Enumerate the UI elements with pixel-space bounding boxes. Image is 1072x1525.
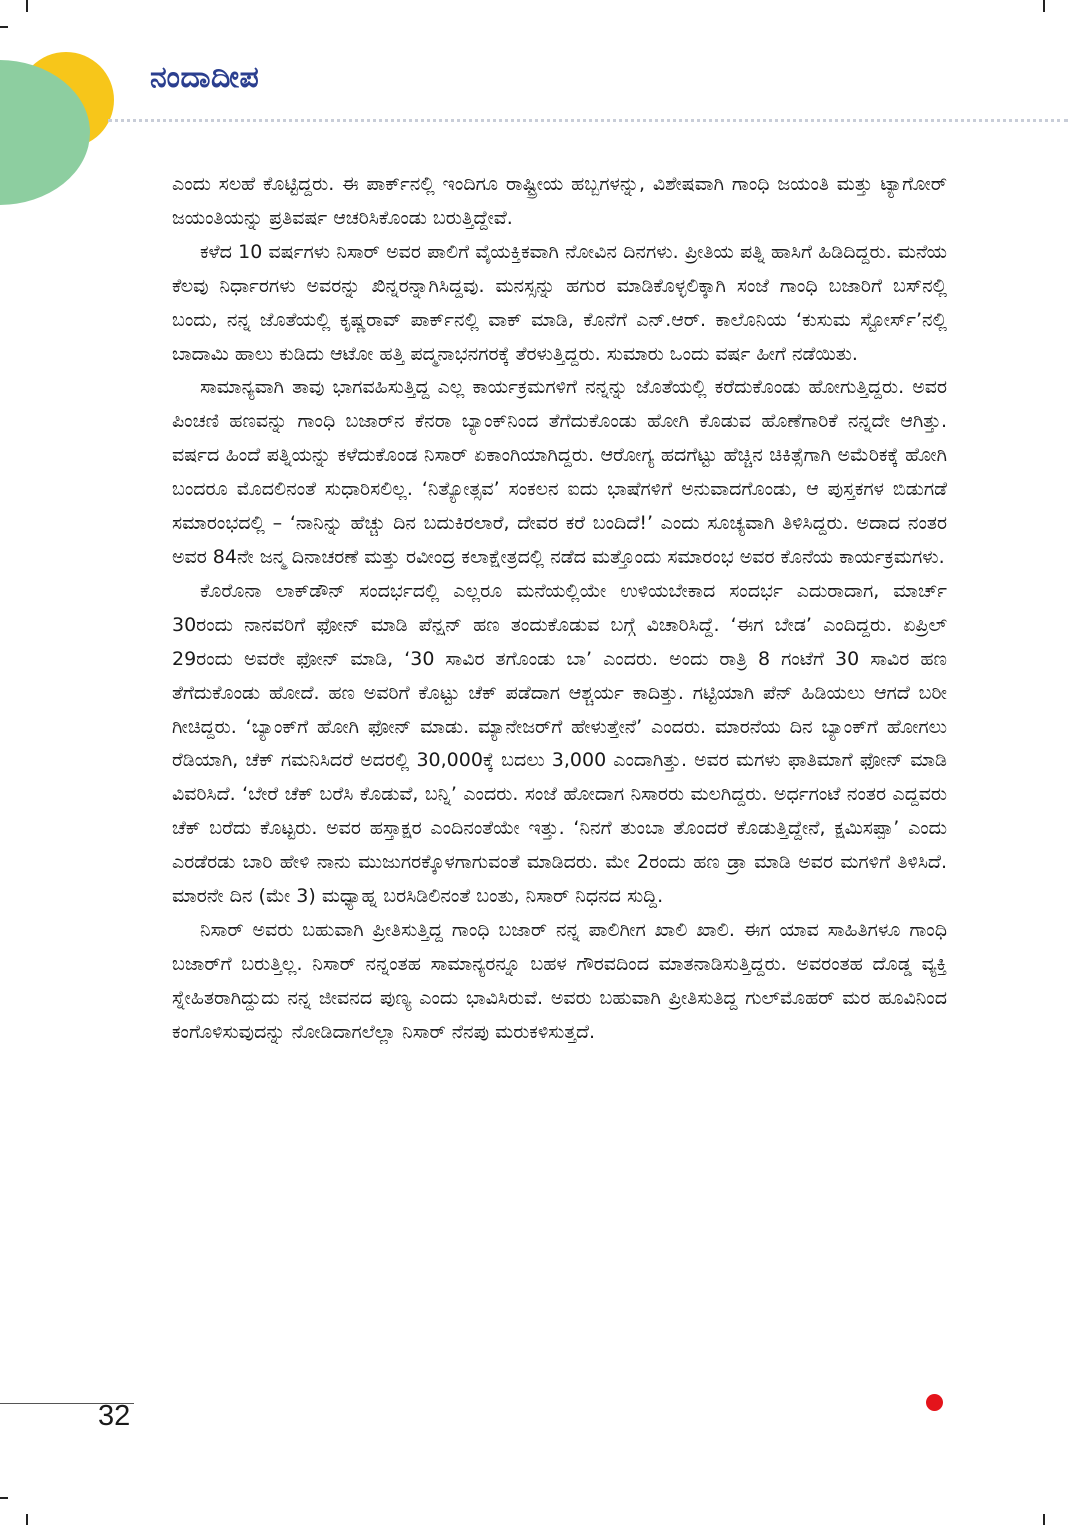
crop-mark-bottom-left-vertical bbox=[26, 1514, 28, 1525]
crop-mark-top-left bbox=[26, 0, 28, 12]
paragraph-2: ಕಳೆದ 10 ವರ್ಷಗಳು ನಿಸಾರ್ ಅವರ ಪಾಲಿಗೆ ವೈಯಕ್ತಿಕವಾಗಿ ನೋವಿನ ದಿನಗಳು. ಪ್ರೀತಿಯ ಪತ್ನಿ ಹಾಸಿಗೆ ಹಿಡಿದಿದ್ದರು. ಮನೆಯ ಕೆಲವು ನಿರ್ಧಾರಗಳು ಅವರನ್ನು ಖಿನ್ನರನ್ನಾಗಿಸಿದ್ದವು. ಮನಸ್ಸನ್ನು ಹಗುರ ಮಾಡಿಕೊಳ್ಳಲಿಕ್ಕಾಗಿ ಸಂಜೆ ಗಾಂಧಿ ಬಜಾರಿಗೆ ಬಸ್‌ನಲ್ಲಿ ಬಂದು, ನನ್ನ ಜೊತೆಯಲ್ಲಿ ಕೃಷ್ಣರಾವ್ ಪಾರ್ಕ್‌ನಲ್ಲಿ ವಾಕ್ ಮಾಡಿ, ಕೊನೆಗೆ ಎನ್.ಆರ್. ಕಾಲೊನಿಯ ‘ಕುಸುಮ ಸ್ಟೋರ್ಸ್’ನಲ್ಲಿ ಬಾದಾಮಿ ಹಾಲು ಕುಡಿದು ಆಟೋ ಹತ್ತಿ ಪದ್ಮನಾಭನಗರಕ್ಕೆ ತೆರಳುತ್ತಿದ್ದರು. ಸುಮಾರು ಒಂದು ವರ್ಷ ಹೀಗೆ ನಡೆಯಿತು. bbox=[172, 240, 947, 365]
paragraph-5: ನಿಸಾರ್ ಅವರು ಬಹುವಾಗಿ ಪ್ರೀತಿಸುತ್ತಿದ್ದ ಗಾಂಧಿ ಬಜಾರ್ ನನ್ನ ಪಾಲಿಗೀಗ ಖಾಲಿ ಖಾಲಿ. ಈಗ ಯಾವ ಸಾಹಿತಿಗಳೂ ಗಾಂಧಿ ಬಜಾರ್‌ಗೆ ಬರುತ್ತಿಲ್ಲ. ನಿಸಾರ್ ನನ್ನಂತಹ ಸಾಮಾನ್ಯರನ್ನೂ ಬಹಳ ಗೌರವದಿಂದ ಮಾತನಾಡಿಸುತ್ತಿದ್ದರು. ಅವರಂತಹ ದೊಡ್ಡ ವ್ಯಕ್ತಿ ಸ್ನೇಹಿತರಾಗಿದ್ದುದು ನನ್ನ ಜೀವನದ ಪುಣ್ಯ ಎಂದು ಭಾವಿಸಿರುವೆ. ಅವರು ಬಹುವಾಗಿ ಪ್ರೀತಿಸುತಿದ್ದ ಗುಲ್‌ಮೊಹರ್ ಮರ ಹೂವಿನಿಂದ ಕಂಗೊಳಿಸುವುದನ್ನು ನೋಡಿದಾಗಲೆಲ್ಲಾ ನಿಸಾರ್ ನೆನಪು ಮರುಕಳಿಸುತ್ತದೆ. bbox=[172, 918, 947, 1043]
article-body bbox=[172, 168, 947, 1050]
paragraph-1: ಎಂದು ಸಲಹೆ ಕೊಟ್ಟಿದ್ದರು. ಈ ಪಾರ್ಕ್‌ನಲ್ಲಿ ಇಂದಿಗೂ ರಾಷ್ಟ್ರೀಯ ಹಬ್ಬಗಳನ್ನು, ವಿಶೇಷವಾಗಿ ಗಾಂಧಿ ಜಯಂತಿ ಮತ್ತು ಟ್ಯಾಗೋರ್ ಜಯಂತಿಯನ್ನು ಪ್ರತಿವರ್ಷ ಆಚರಿಸಿಕೊಂಡು ಬರುತ್ತಿದ್ದೇವೆ. bbox=[172, 173, 947, 229]
magazine-title: ನಂದಾದೀಪ bbox=[150, 60, 260, 95]
crop-mark-bottom-left bbox=[0, 1497, 8, 1499]
header-dotted-rule bbox=[108, 119, 1068, 122]
paragraph-3: ಸಾಮಾನ್ಯವಾಗಿ ತಾವು ಭಾಗವಹಿಸುತ್ತಿದ್ದ ಎಲ್ಲ ಕಾರ್ಯಕ್ರಮಗಳಿಗೆ ನನ್ನನ್ನು ಜೊತೆಯಲ್ಲಿ ಕರೆದುಕೊಂಡು ಹೋಗುತ್ತಿದ್ದರು. ಅವರ ಪಿಂಚಣಿ ಹಣವನ್ನು ಗಾಂಧಿ ಬಜಾರ್‌ನ ಕೆನರಾ ಬ್ಯಾಂಕ್‌ನಿಂದ ತೆಗೆದುಕೊಂಡು ಹೋಗಿ ಕೊಡುವ ಹೊಣೆಗಾರಿಕೆ ನನ್ನದೇ ಆಗಿತ್ತು. ವರ್ಷದ ಹಿಂದೆ ಪತ್ನಿಯನ್ನು ಕಳೆದುಕೊಂಡ ನಿಸಾರ್ ಏಕಾಂಗಿಯಾಗಿದ್ದರು. ಆರೋಗ್ಯ ಹದಗೆಟ್ಟು ಹೆಚ್ಚಿನ ಚಿಕಿತ್ಸೆಗಾಗಿ ಅಮೆರಿಕಕ್ಕೆ ಹೋಗಿ ಬಂದರೂ ಮೊದಲಿನಂತೆ ಸುಧಾರಿಸಲಿಲ್ಲ. ‘ನಿತ್ಯೋತ್ಸವ’ ಸಂಕಲನ ಐದು ಭಾಷೆಗಳಿಗೆ ಅನುವಾದಗೊಂಡು, ಆ ಪುಸ್ತಕಗಳ ಬಿಡುಗಡೆ ಸಮಾರಂಭದಲ್ಲಿ – ‘ನಾನಿನ್ನು ಹೆಚ್ಚು ದಿನ ಬದುಕಿರಲಾರೆ, ದೇವರ ಕರೆ ಬಂದಿದೆ!’ ಎಂದು ಸೂಚ್ಯವಾಗಿ ತಿಳಿಸಿದ್ದರು. ಅದಾದ ನಂತರ ಅವರ 84ನೇ ಜನ್ಮ ದಿನಾಚರಣೆ ಮತ್ತು ರವೀಂದ್ರ ಕಲಾಕ್ಷೇತ್ರದಲ್ಲಿ ನಡೆದ ಮತ್ತೊಂದು ಸಮಾರಂಭ ಅವರ ಕೊನೆಯ ಕಾರ್ಯಕ್ರಮಗಳು. bbox=[172, 376, 947, 568]
page-number: 32 bbox=[98, 1400, 131, 1432]
article-end-dot bbox=[926, 1394, 943, 1411]
crop-mark-top-left-horizontal bbox=[0, 26, 8, 28]
crop-mark-top-right bbox=[1043, 0, 1045, 12]
paragraph-4: ಕೊರೊನಾ ಲಾಕ್‌ಡೌನ್ ಸಂದರ್ಭದಲ್ಲಿ ಎಲ್ಲರೂ ಮನೆಯಲ್ಲಿಯೇ ಉಳಿಯಬೇಕಾದ ಸಂದರ್ಭ ಎದುರಾದಾಗ, ಮಾರ್ಚ್ 30ರಂದು ನಾನವರಿಗೆ ಫೋನ್ ಮಾಡಿ ಪೆನ್ಷನ್ ಹಣ ತಂದುಕೊಡುವ ಬಗ್ಗೆ ವಿಚಾರಿಸಿದ್ದೆ. ‘ಈಗ ಬೇಡ’ ಎಂದಿದ್ದರು. ಏಪ್ರಿಲ್ 29ರಂದು ಅವರೇ ಫೋನ್ ಮಾಡಿ, ‘30 ಸಾವಿರ ತಗೊಂಡು ಬಾ’ ಎಂದರು. ಅಂದು ರಾತ್ರಿ 8 ಗಂಟೆಗೆ 30 ಸಾವಿರ ಹಣ ತೆಗೆದುಕೊಂಡು ಹೋದೆ. ಹಣ ಅವರಿಗೆ ಕೊಟ್ಟು ಚೆಕ್ ಪಡೆದಾಗ ಆಶ್ಚರ್ಯ ಕಾದಿತ್ತು. ಗಟ್ಟಿಯಾಗಿ ಪೆನ್ ಹಿಡಿಯಲು ಆಗದೆ ಬರೀ ಗೀಚಿದ್ದರು. ‘ಬ್ಯಾಂಕ್‌ಗೆ ಹೋಗಿ ಫೋನ್ ಮಾಡು. ಮ್ಯಾನೇಜರ್‌ಗೆ ಹೇಳುತ್ತೇನೆ’ ಎಂದರು. ಮಾರನೆಯ ದಿನ ಬ್ಯಾಂಕ್‌ಗೆ ಹೋಗಲು ರೆಡಿಯಾಗಿ, ಚೆಕ್ ಗಮನಿಸಿದರೆ ಅದರಲ್ಲಿ 30,000ಕ್ಕೆ ಬದಲು 3,000 ಎಂದಾಗಿತ್ತು. ಅವರ ಮಗಳು ಫಾತಿಮಾಗೆ ಫೋನ್ ಮಾಡಿ ವಿವರಿಸಿದೆ. ‘ಬೇರೆ ಚೆಕ್ ಬರೆಸಿ ಕೊಡುವೆ, ಬನ್ನಿ’ ಎಂದರು. ಸಂಜೆ ಹೋದಾಗ ನಿಸಾರರು ಮಲಗಿದ್ದರು. ಅರ್ಧಗಂಟೆ ನಂತರ ಎದ್ದವರು ಚೆಕ್ ಬರೆದು ಕೊಟ್ಟರು. ಅವರ ಹಸ್ತಾಕ್ಷರ ಎಂದಿನಂತೆಯೇ ಇತ್ತು. ‘ನಿನಗೆ ತುಂಬಾ ತೊಂದರೆ ಕೊಡುತ್ತಿದ್ದೇನೆ, ಕ್ಷಮಿಸಪ್ಪಾ’ ಎಂದು ಎರಡೆರಡು ಬಾರಿ ಹೇಳಿ ನಾನು ಮುಜುಗರಕ್ಕೊಳಗಾಗುವಂತೆ ಮಾಡಿದರು. ಮೇ 2ರಂದು ಹಣ ಡ್ರಾ ಮಾಡಿ ಅವರ ಮಗಳಿಗೆ ತಿಳಿಸಿದೆ. ಮಾರನೇ ದಿನ (ಮೇ 3) ಮಧ್ಯಾಹ್ನ ಬರಸಿಡಿಲಿನಂತೆ ಬಂತು, ನಿಸಾರ್ ನಿಧನದ ಸುದ್ದಿ. bbox=[172, 579, 947, 908]
crop-mark-bottom-right bbox=[1043, 1514, 1045, 1525]
